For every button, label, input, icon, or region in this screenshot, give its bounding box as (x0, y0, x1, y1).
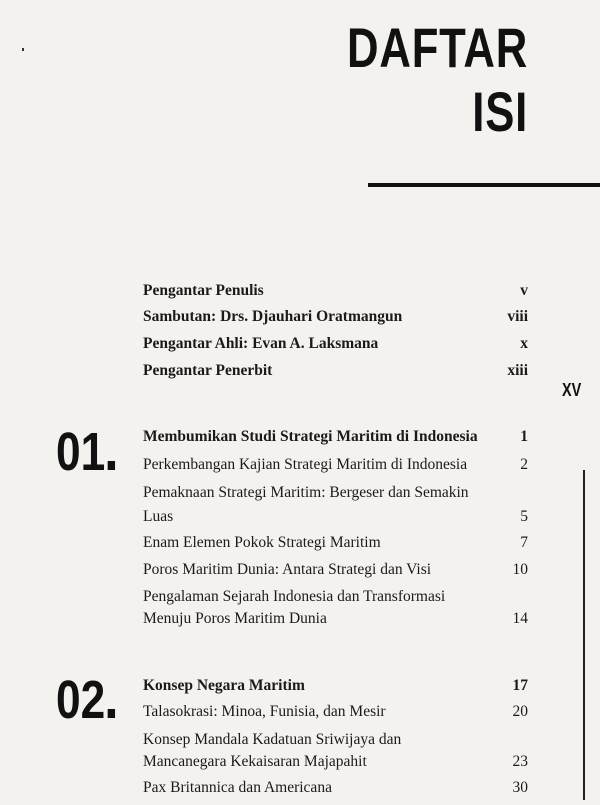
entry-title-cont: Mancanegara Kekaisaran Majapahit (143, 753, 367, 770)
entry-title: Enam Elemen Pokok Strategi Maritim (143, 534, 381, 551)
entry-title: Pengantar Ahli: Evan A. Laksmana (143, 335, 379, 352)
entry-page: v (520, 282, 528, 299)
toc-entry[interactable] (143, 305, 528, 329)
chapter-number (56, 424, 115, 480)
entry-page: 1 (520, 428, 528, 445)
entry-page: 2 (520, 456, 528, 473)
entry-page: 30 (512, 779, 528, 796)
toc-entry[interactable] (143, 585, 528, 609)
entry-title: Pengantar Penerbit (143, 362, 273, 379)
toc-entry-cont[interactable] (143, 505, 528, 529)
toc-entry[interactable] (143, 674, 528, 698)
toc-entry[interactable] (143, 558, 528, 582)
toc-entry[interactable] (143, 531, 528, 555)
toc-entry-cont[interactable] (143, 607, 528, 631)
toc-entry[interactable] (143, 481, 528, 505)
entry-title: Konsep Mandala Kadatuan Sriwijaya dan (143, 731, 402, 748)
entry-title: Pengalaman Sejarah Indonesia dan Transformasi (143, 588, 446, 605)
entry-title: Konsep Negara Maritim (143, 677, 305, 694)
chapter-dot (108, 461, 115, 470)
toc-entry[interactable] (143, 453, 528, 477)
title-line-1: DAFTAR (347, 16, 528, 79)
toc-entry[interactable] (143, 359, 528, 383)
chapter-number-text: 01 (56, 422, 106, 482)
chapter-dot (108, 709, 115, 718)
toc-entry[interactable] (143, 279, 528, 303)
entry-title-cont: Luas (143, 508, 174, 525)
chapter-number-text: 02 (56, 670, 106, 730)
entry-page: 20 (512, 703, 528, 720)
entry-title-cont: Menuju Poros Maritim Dunia (143, 610, 327, 627)
title-line-2: ISI (472, 80, 528, 143)
entry-title: Sambutan: Drs. Djauhari Oratmangun (143, 308, 403, 325)
entry-title: Perkembangan Kajian Strategi Maritim di Indonesia (143, 456, 468, 473)
toc-entry[interactable] (143, 425, 528, 449)
entry-page: 17 (512, 677, 528, 694)
entry-page: x (520, 335, 528, 352)
entry-page: 7 (520, 534, 528, 551)
page-title (347, 16, 528, 144)
entry-page: xiii (507, 362, 528, 379)
entry-title: Pax Britannica dan Americana (143, 779, 332, 796)
entry-title: Pemaknaan Strategi Maritim: Bergeser dan Semakin (143, 484, 469, 501)
toc-entry[interactable] (143, 700, 528, 724)
entry-title: Pengantar Penulis (143, 282, 264, 299)
ink-speck (22, 48, 24, 51)
toc-entry-cont[interactable] (143, 750, 528, 774)
entry-page: 14 (512, 610, 528, 627)
entry-title: Talasokrasi: Minoa, Funisia, dan Mesir (143, 703, 386, 720)
entry-title: Membumikan Studi Strategi Maritim di Indonesia (143, 428, 478, 445)
margin-line (583, 470, 585, 800)
chapter-number (56, 672, 115, 728)
title-rule (368, 183, 600, 187)
toc-entry[interactable] (143, 332, 528, 356)
entry-title: Poros Maritim Dunia: Antara Strategi dan Visi (143, 561, 432, 578)
entry-page: 5 (520, 508, 528, 525)
entry-page: 10 (512, 561, 528, 578)
entry-page: viii (507, 308, 528, 325)
entry-page: 23 (512, 753, 528, 770)
toc-entry[interactable] (143, 776, 528, 800)
toc-entry[interactable] (143, 728, 528, 752)
side-page-number: XV (562, 380, 582, 400)
